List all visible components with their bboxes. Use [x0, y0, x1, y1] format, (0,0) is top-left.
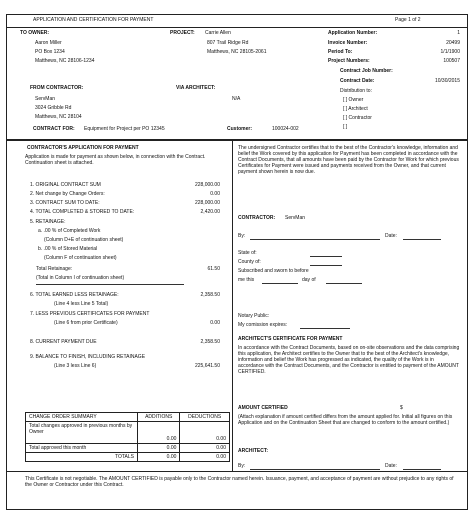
customer-label: Customer:	[227, 126, 253, 132]
line9-label: 9. BALANCE TO FINISH, INCLUDING RETAINAGE	[30, 354, 146, 360]
line5a-label: a. .00 % of Completed Work	[38, 228, 101, 234]
project-name: Carrie Allen	[205, 30, 231, 36]
line5a-sub: (Column D+E of continuation sheet)	[44, 237, 124, 243]
total-retainage-value: 61.50	[207, 266, 220, 272]
contract-date-value: 10/30/2015	[434, 78, 460, 84]
distribution-blank-checkbox[interactable]: [ ]	[343, 124, 348, 130]
page-number: Page 1 of 2	[395, 17, 421, 23]
state-label: State of:	[238, 250, 257, 256]
distribution-contractor-checkbox[interactable]: [ ] Contractor	[343, 115, 372, 121]
total-retainage-sub: (Total in Column I of continuation sheet)	[36, 275, 125, 281]
architect-signature-line[interactable]	[250, 469, 380, 470]
from-contractor-label: FROM CONTRACTOR:	[30, 85, 84, 91]
additions-cell: 0.00	[138, 453, 180, 462]
contractor-certification-text: The undersigned Contractor certifies that to the best of the Contractor's knowledge, information and belief the Work covered by this application for Payment has been completed in accordance with the Contract Documents, that all amounts have been paid by the Contractor for Work for which previous Certificates for Payment were issued and payments received from the Owner, and that current payment shown herein is now due.	[238, 145, 459, 175]
table-row	[26, 444, 230, 453]
line5b-label: b. .00 % of Stored Material	[38, 246, 98, 252]
application-number-label: Application Number:	[328, 30, 378, 36]
amount-certified-label: AMOUNT CERTIFIED	[238, 405, 288, 411]
change-order-header-row	[26, 413, 230, 422]
contract-for-label: CONTRACT FOR:	[33, 126, 75, 132]
line3-value: 228,000.00	[194, 200, 220, 206]
row-label: Total approved this month	[26, 444, 138, 453]
application-number-value: 1	[457, 30, 460, 36]
architect-certificate-heading: ARCHITECT'S CERTIFICATE FOR PAYMENT	[238, 336, 343, 342]
architect-certificate-text: In accordance with the Contract Documents, based on on-site observations and the data comprising this application, the Architect certifies to the Owner that to the best of the Architect's knowledge, information and belief the Work has progressed as indicated, the quality of the Work is in accordance with the Contract Documents, and the Contractor is entitled to payment of the AMOUNT CERTIFIED.	[238, 345, 460, 375]
column-header: CHANGE ORDER SUMMARY	[26, 413, 138, 422]
table-row-totals	[26, 453, 230, 462]
day-of-label: day of	[302, 277, 316, 283]
distribution-owner-checkbox[interactable]: [ ] Owner	[343, 97, 364, 103]
row-label: Total changes approved in previous months by Owner	[26, 422, 138, 444]
contract-job-number-label: Contract Job Number:	[340, 68, 393, 74]
line7-label: 7. LESS PREVIOUS CERTIFICATES FOR PAYMENT	[30, 311, 150, 317]
amount-certified-note: (Attach explanation if amount certified differs from the amount applied for. Initial all figures on this Application and on the Continuation Sheet that are changed to conform to the amount certified.)	[238, 414, 453, 426]
owner-name: Aaron Miller	[35, 40, 62, 46]
contractor-address-line1: 3024 Gribble Rd	[35, 105, 72, 111]
footer-divider	[6, 471, 468, 472]
me-this-line[interactable]	[262, 283, 298, 284]
customer-value: 100024-002	[272, 126, 299, 132]
table-row	[26, 422, 230, 444]
project-address-line2: Matthews, NC 28105-2061	[207, 49, 267, 55]
amount-certified-value: $	[400, 405, 403, 411]
header-frame	[6, 14, 468, 140]
invoice-number-label: Invoice Number:	[328, 40, 368, 46]
contractor-value: ServMan	[285, 215, 306, 221]
contract-for-value: Equipment for Project per PO 12345	[84, 126, 165, 132]
line9-sub: (Line 3 less Line 6)	[54, 363, 97, 369]
line1-value: 228,000.00	[194, 182, 220, 188]
line5-label: 5. RETAINAGE:	[30, 219, 66, 225]
via-architect-label: VIA ARCHITECT:	[176, 85, 216, 91]
me-this-label: me this	[238, 277, 255, 283]
total-retainage-label: Total Retainage:	[36, 266, 73, 272]
invoice-number-value: 20499	[446, 40, 460, 46]
line8-label: 8. CURRENT PAYMENT DUE	[30, 339, 97, 345]
architect-by-label: By:	[238, 463, 246, 469]
line1-label: 1. ORIGINAL CONTRACT SUM	[30, 182, 101, 188]
owner-address-line1: PO Box 1234	[35, 49, 65, 55]
footer-disclaimer: This Certificate is not negotiable. The AMOUNT CERTIFIED is payable only to the Contractor named herein. Issuance, payment, and acceptance of payment are without prejudice to any rights of the Owner or Contractor under this Contract.	[25, 476, 454, 488]
line6-sub: (Line 4 less Line 5 Total)	[54, 301, 109, 307]
distribution-architect-checkbox[interactable]: [ ] Architect	[343, 106, 368, 112]
architect-date-line[interactable]	[403, 469, 441, 470]
contractor-by-label: By:	[238, 233, 246, 239]
period-to-value: 1/1/1900	[440, 49, 460, 55]
column-header: ADDITIONS	[138, 413, 180, 422]
change-order-table	[25, 412, 230, 462]
line3-label: 3. CONTRACT SUM TO DATE:	[30, 200, 100, 206]
contractor-label: CONTRACTOR:	[238, 215, 276, 221]
line7-sub: (Line 6 from prior Certificate)	[54, 320, 118, 326]
application-intro: Application is made for payment as shown below, in connection with the Contract. Continuation sheet is attached.	[25, 154, 206, 166]
subscribed-label: Subscribed and sworn to before	[238, 268, 309, 274]
line2-label: 2. Net change by Change Orders:	[30, 191, 105, 197]
owner-label: TO OWNER:	[20, 30, 50, 36]
line4-value: 2,420.00	[200, 209, 220, 215]
contractor-signature-line[interactable]	[250, 239, 380, 240]
architect-label: ARCHITECT:	[238, 448, 268, 454]
contractor-name: ServMan	[35, 96, 56, 102]
line9-value: 225,641.50	[194, 363, 220, 369]
commission-label: My comission expires:	[238, 322, 288, 328]
column-divider	[232, 140, 233, 471]
county-line[interactable]	[310, 265, 342, 266]
application-heading: CONTRACTOR'S APPLICATION FOR PAYMENT	[27, 145, 139, 151]
line2-value: 0.00	[210, 191, 220, 197]
contract-date-label: Contract Date:	[340, 78, 375, 84]
title-divider	[6, 27, 468, 28]
deductions-cell: 0.00	[180, 422, 230, 444]
retainage-rule	[36, 284, 184, 285]
line6-value: 2,358.50	[200, 292, 220, 298]
project-numbers-label: Project Numbers:	[328, 58, 370, 64]
period-to-label: Period To:	[328, 49, 353, 55]
deductions-cell: 0.00	[180, 453, 230, 462]
line8-value: 2,358.50	[200, 339, 220, 345]
county-label: County of:	[238, 259, 261, 265]
distribution-label: Distribution to:	[340, 88, 372, 94]
line7-value: 0.00	[210, 320, 220, 326]
commission-line[interactable]	[300, 328, 350, 329]
project-address-line1: 807 Trail Ridge Rd	[207, 40, 249, 46]
row-label: TOTALS	[26, 453, 138, 462]
contractor-date-line[interactable]	[403, 239, 441, 240]
project-label: PROJECT:	[170, 30, 195, 36]
contractor-address-line2: Matthews, NC 28104	[35, 114, 82, 120]
document-title: APPLICATION AND CERTIFICATION FOR PAYMENT	[33, 17, 154, 23]
day-of-line[interactable]	[326, 283, 362, 284]
deductions-cell: 0.00	[180, 444, 230, 453]
via-architect-value: N/A	[232, 96, 241, 102]
line4-label: 4. TOTAL COMPLETED & STORED TO DATE:	[30, 209, 135, 215]
line6-label: 6. TOTAL EARNED LESS RETAINAGE:	[30, 292, 119, 298]
contractor-date-label: Date:	[385, 233, 397, 239]
owner-address-line2: Matthews, NC 28106-1234	[35, 58, 95, 64]
column-header: DEDUCTIONS	[180, 413, 230, 422]
additions-cell: 0.00	[138, 444, 180, 453]
project-numbers-value: 100507	[443, 58, 460, 64]
additions-cell: 0.00	[138, 422, 180, 444]
notary-label: Notary Public:	[238, 313, 270, 319]
architect-date-label: Date:	[385, 463, 397, 469]
line5b-sub: (Column F of continuation sheet)	[44, 255, 117, 261]
state-line[interactable]	[310, 256, 342, 257]
